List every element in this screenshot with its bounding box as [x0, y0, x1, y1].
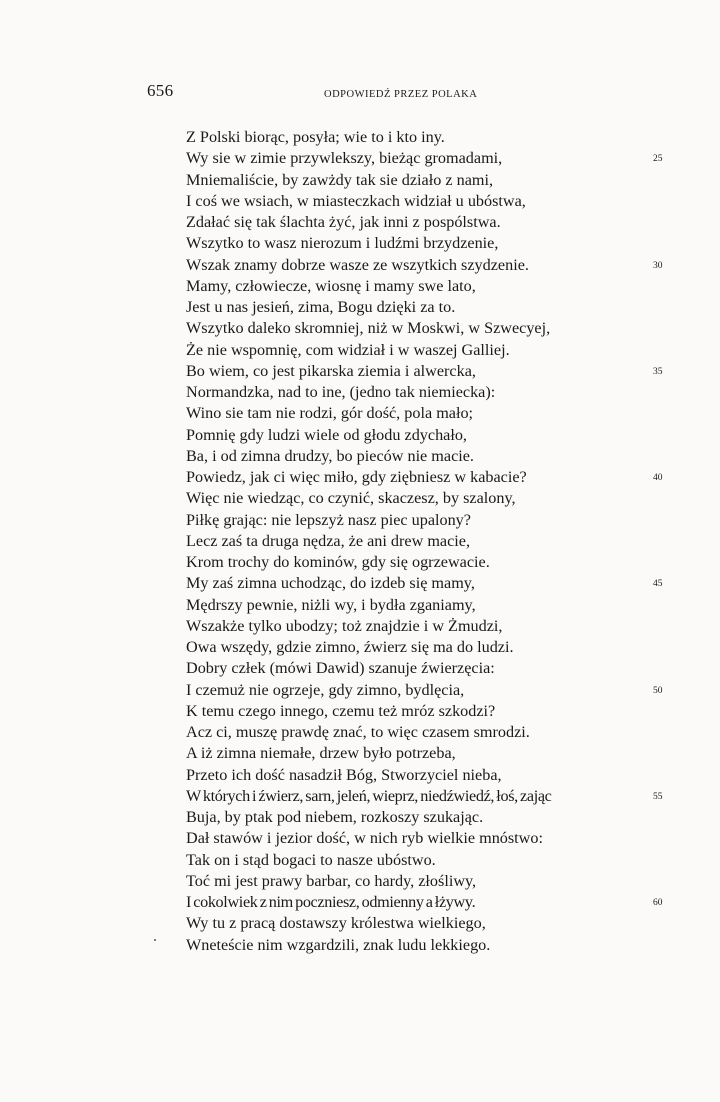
verse-text: Przeto ich dość nasadził Bóg, Stworzyciel nieba, [186, 765, 502, 784]
verse-line [186, 595, 666, 616]
verse-line [186, 297, 666, 318]
verse-text: Jest u nas jesień, zima, Bogu dzięki za to. [186, 298, 456, 316]
verse-line [186, 680, 666, 701]
line-number: 30 [653, 260, 663, 271]
verse-line [186, 637, 666, 658]
verse-line [186, 913, 666, 934]
verse-text: Ba, i od zimna drudzy, bo pieców nie macie. [186, 446, 474, 465]
verse-text: Wy tu z pracą dostawszy królestwa wielkiego, [186, 914, 486, 933]
verse-text: Wszytko to wasz nierozum i ludźmi brzydzenie, [186, 234, 499, 253]
verse-line [186, 361, 666, 382]
verse-text: My zaś zimna uchodząc, do izdeb się mamy, [186, 574, 475, 593]
verse-text: Że nie wspomnię, com widział i w waszej Galliej. [186, 340, 510, 359]
verse-line [186, 935, 666, 956]
verse-line [186, 255, 666, 276]
verse-line [186, 170, 666, 191]
verse-text: Mamy, człowiecze, wiosnę i mamy swe lato, [186, 276, 476, 295]
line-number: 60 [653, 898, 663, 908]
verse-line [186, 531, 666, 552]
verse-line [186, 743, 666, 764]
line-number: 55 [653, 791, 663, 802]
verse-line [186, 616, 666, 637]
verse-text: A iż zimna niemałe, drzew było potrzeba, [186, 744, 456, 763]
verse-line [186, 403, 666, 424]
page-number: 656 [147, 81, 174, 100]
verse-text: Bo wiem, co jest pikarska ziemia i alwercka, [186, 361, 476, 380]
verse-text: Wszak znamy dobrze wasze ze wszytkich szydzenie. [186, 255, 529, 274]
verse-text: Piłkę grając: nie lepszyż nasz piec upalony? [186, 510, 471, 529]
verse-text: Dobry człek (mówi Dawid) szanuje źwierzęcia: [186, 659, 495, 678]
line-number: 35 [653, 366, 663, 377]
verse-text: Mniemaliście, by zawżdy tak sie działo z nami, [186, 170, 494, 189]
verse-text: Owa wszędy, gdzie zimno, źwierz się ma do ludzi. [186, 638, 514, 656]
verse-line [186, 786, 666, 807]
verse-line [186, 892, 666, 913]
verse-text: Więc nie wiedząc, co czynić, skaczesz, by szalony, [186, 489, 516, 508]
verse-text: Powiedz, jak ci więc miło, gdy ziębniesz w kabacie? [186, 468, 527, 486]
verse-line [186, 425, 666, 446]
verse-line [186, 127, 666, 148]
verse-line [186, 233, 666, 254]
verse-line [186, 340, 666, 361]
verse-line [186, 382, 666, 403]
verse-text: Mędrszy pewnie, niżli wy, i bydła zganiamy, [186, 595, 476, 614]
verse-line [186, 510, 666, 531]
line-number: 50 [653, 685, 663, 696]
verse-line [186, 871, 666, 892]
verse-text: W których i źwierz, sarn, jeleń, wieprz, niedźwiedź, łoś, zając [186, 786, 552, 805]
verse-text: Krom trochy do kominów, gdy się ogrzewacie. [186, 553, 490, 571]
verse-text: Wino sie tam nie rodzi, gór dość, pola mało; [186, 404, 474, 423]
verse-line [186, 658, 666, 679]
verse-line [186, 850, 666, 871]
verse-line [186, 552, 666, 573]
verse-text: Toć mi jest prawy barbar, co hardy, złośliwy, [186, 871, 477, 890]
verse-text: Wszakże tylko ubodzy; toż znajdzie i w Żmudzi, [186, 616, 503, 635]
verse-line [186, 807, 666, 828]
line-number: 45 [653, 579, 663, 590]
verse-line [186, 148, 666, 169]
verse-text: Zdałać się tak ślachta żyć, jak inni z pospólstwa. [186, 213, 501, 231]
margin-speck [154, 939, 156, 941]
verse-text: I coś we wsiach, w miasteczkach widział u ubóstwa, [186, 191, 526, 210]
verse-line [186, 828, 666, 849]
verse-text: I czemuż nie ogrzeje, gdy zimno, bydlęcia, [186, 680, 465, 699]
verse-text: Lecz zaś ta druga nędza, że ani drew macie, [186, 531, 471, 550]
verse-line [186, 276, 666, 297]
verse-line [186, 467, 666, 488]
verse-text: Pomnię gdy ludzi wiele od głodu zdychało, [186, 425, 467, 444]
verse-line [186, 191, 666, 212]
verse-line [186, 722, 666, 743]
verse-text: Buja, by ptak pod niebem, rozkoszy szukając. [186, 808, 484, 826]
verse-text: Dał stawów i jezior dość, w nich ryb wielkie mnóstwo: [186, 829, 543, 848]
verse-text: Z Polski biorąc, posyła; wie to i kto iny. [186, 128, 445, 146]
verse-text: Wy sie w zimie przywlekszy, bieżąc gromadami, [186, 149, 503, 168]
verse-text: Acz ci, muszę prawdę znać, to więc czasem smrodzi. [186, 723, 530, 741]
verse-text: Wszytko daleko skromniej, niż w Moskwi, w Szwecyej, [186, 319, 551, 338]
verse-line [186, 446, 666, 467]
verse-text: Normandzka, nad to ine, (jedno tak niemiecka): [186, 383, 496, 401]
verse-line [186, 488, 666, 509]
verse-text: I cokolwiek z nim poczniesz, odmienny a łżywy. [186, 893, 476, 911]
verse-line [186, 701, 666, 722]
line-number: 40 [653, 473, 663, 483]
verse-text: Wneteście nim wzgardzili, znak ludu lekkiego. [186, 935, 491, 954]
line-number: 25 [653, 154, 663, 165]
poem-text [186, 127, 666, 956]
verse-line [186, 318, 666, 339]
verse-line [186, 573, 666, 594]
verse-line [186, 212, 666, 233]
verse-text: Tak on i stąd bogaci to nasze ubóstwo. [186, 850, 436, 869]
verse-text: K temu czego innego, czemu też mróz szkodzi? [186, 701, 496, 720]
verse-line [186, 765, 666, 786]
running-title: ODPOWIEDŹ PRZEZ POLAKA [324, 89, 478, 100]
